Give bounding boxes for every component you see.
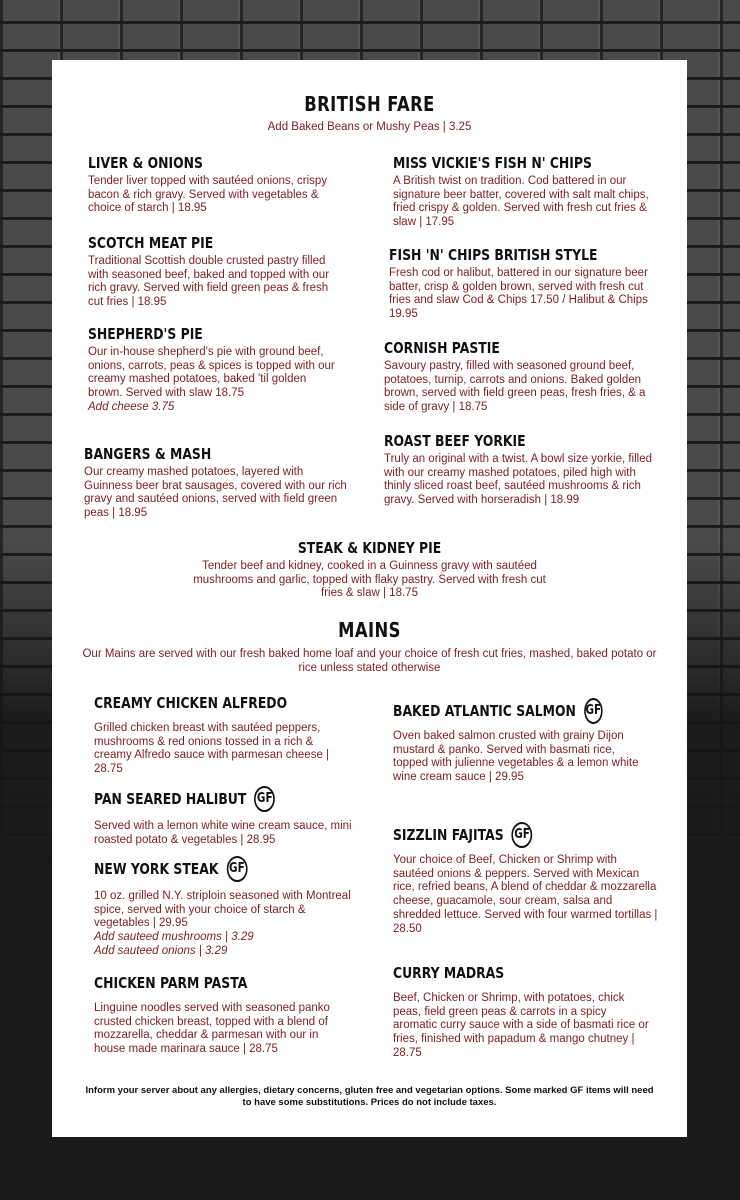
item-title-text: PAN SEARED HALIBUT <box>94 790 247 808</box>
item-description: Grilled chicken breast with sautéed peppers, mushrooms & red onions tossed in a rich & creamy Alfredo sauce with parmesan cheese | 28.75 <box>94 722 330 776</box>
menu-item <box>94 786 352 847</box>
item-description: Traditional Scottish double crusted pastry filled with seasoned beef, baked and topped with our rich gravy. Served with field green peas & fresh cut fries | 18.95 <box>88 255 330 309</box>
item-description: Served with a lemon white wine cream sauce, mini roasted potato & vegetables | 28.95 <box>94 820 352 846</box>
menu-item <box>393 698 651 785</box>
item-title: SHEPHERD'S PIE <box>88 325 203 343</box>
menu-item <box>393 822 658 936</box>
item-description: Linguine noodles served with seasoned panko crusted chicken breast, topped with a blend of mozzarella, cheddar & parmesan with our in house made marinara sauce | 28.75 <box>94 1002 330 1056</box>
item-title: SCOTCH MEAT PIE <box>88 234 214 252</box>
british-subtitle: Add Baked Beans or Mushy Peas | 3.25 <box>267 121 472 133</box>
item-title: CURRY MADRAS <box>393 964 505 982</box>
item-description-text: Our in-house shepherd's pie with ground beef, onions, carrots, peas & spices is topped with our creamy mashed potatoes, baked 'til golden brown. Served with slaw 18.75 <box>88 346 335 400</box>
item-description-text: 10 oz. grilled N.Y. striploin seasoned with Montreal spice, served with your choice of starch & vegetables | 29.95 <box>94 890 351 930</box>
menu-item <box>94 972 352 1057</box>
item-title: CHICKEN PARM PASTA <box>94 974 248 992</box>
item-description: Tender beef and kidney, cooked in a Guinness gravy with sautéed mushrooms and garlic, topped with flaky pastry. Served with fresh cut fries & slaw | 18.75 <box>193 560 546 600</box>
menu-item <box>384 337 659 415</box>
item-title-text: BAKED ATLANTIC SALMON <box>393 702 576 720</box>
menu-item <box>389 244 657 322</box>
item-title <box>94 786 300 812</box>
item-addon: Add cheese 3.75 <box>88 400 175 413</box>
mains-subtitle: Our Mains are served with our fresh baked home loaf and your choice of fresh cut fries, mashed, baked potato or rice unless stated otherwise <box>82 648 657 674</box>
item-description: Savoury pastry, filled with seasoned ground beef, potatoes, turnip, carrots and onions. Baked golden brown, served with field green peas, fresh fries, & a side of gravy | 18.75 <box>384 360 646 414</box>
menu-item <box>384 430 652 508</box>
item-description: Our creamy mashed potatoes, layered with Guinness beer brat sausages, covered with our rich gravy and sautéed onions, served with field green peas | 18.95 <box>84 466 347 520</box>
item-description: A British twist on tradition. Cod battered in our signature beer batter, covered with salt malt chips, fried crispy & golden. Served with fresh cut fries & slaw | 17.95 <box>393 175 649 229</box>
item-title: STEAK & KIDNEY PIE <box>297 539 442 557</box>
item-title: LIVER & ONIONS <box>88 154 203 172</box>
gluten-free-badge: GF <box>584 698 603 724</box>
item-description: Your choice of Beef, Chicken or Shrimp with sautéed onions & peppers. Served with Mexican rice, refried beans, A blend of cheddar & mozzarella cheese, guacamole, sour cream, salsa and shredded lettuce. Served with four warmed tortillas | 28.50 <box>393 854 658 935</box>
menu-item <box>393 962 651 1061</box>
menu-item <box>94 692 352 777</box>
item-addon: Add sauteed mushrooms | 3.29 <box>94 931 254 944</box>
item-title: MISS VICKIE'S FISH N' CHIPS <box>393 154 592 172</box>
menu-item <box>88 323 343 415</box>
item-description <box>94 890 352 959</box>
item-title <box>393 698 602 724</box>
menu-item <box>393 152 655 230</box>
item-description: Tender liver topped with sautéed onions, crispy bacon & rich gravy. Served with vegetables & choice of starch | 18.95 <box>88 175 328 215</box>
item-description <box>88 346 343 415</box>
item-title <box>94 856 300 882</box>
menu-item <box>84 443 349 521</box>
item-title <box>393 822 605 848</box>
section-heading-mains: MAINS <box>338 618 401 642</box>
item-description: Fresh cod or halibut, battered in our signature beer batter, crisp & golden brown, served with fresh cut fries and slaw Cod & Chips 17.50 / Halibut & Chips 19.95 <box>389 267 648 321</box>
item-addon: Add sauteed onions | 3.29 <box>94 944 228 957</box>
item-title: FISH 'N' CHIPS BRITISH STYLE <box>389 246 598 264</box>
item-title: BANGERS & MASH <box>84 445 212 463</box>
item-description: Truly an original with a twist. A bowl size yorkie, filled with our creamy mashed potatoes, piled high with thinly sliced roast beef, sautéed mushrooms & rich gravy. Served with horseradish | 18.99 <box>384 453 653 507</box>
item-title-text: SIZZLIN FAJITAS <box>393 826 504 844</box>
allergy-notice: Inform your server about any allergies, dietary concerns, gluten free and vegetarian options. Some marked GF items will need to have some substitutions. Prices do not include taxes. <box>85 1085 654 1108</box>
gluten-free-badge: GF <box>226 856 247 882</box>
menu-panel <box>52 60 687 1137</box>
item-description: Beef, Chicken or Shrimp, with potatoes, chick peas, field green peas & carrots in a spicy aromatic curry sauce with a side of basmati rice or fries, finished with papadum & mango chutney | 28.75 <box>393 992 649 1059</box>
item-title-text: NEW YORK STEAK <box>94 860 219 878</box>
item-title: CREAMY CHICKEN ALFREDO <box>94 694 288 712</box>
gluten-free-badge: GF <box>512 822 533 848</box>
menu-item <box>88 152 343 216</box>
gluten-free-badge: GF <box>254 786 275 812</box>
item-title: CORNISH PASTIE <box>384 339 500 357</box>
section-heading-british: BRITISH FARE <box>304 92 435 116</box>
menu-item <box>88 232 343 310</box>
item-description: Oven baked salmon crusted with grainy Dijon mustard & panko. Served with basmati rice, topped with julienne vegetables & a lemon white wine cream sauce | 29.95 <box>393 730 639 784</box>
menu-item <box>94 856 352 959</box>
menu-item <box>192 537 547 601</box>
item-title: ROAST BEEF YORKIE <box>384 432 526 450</box>
